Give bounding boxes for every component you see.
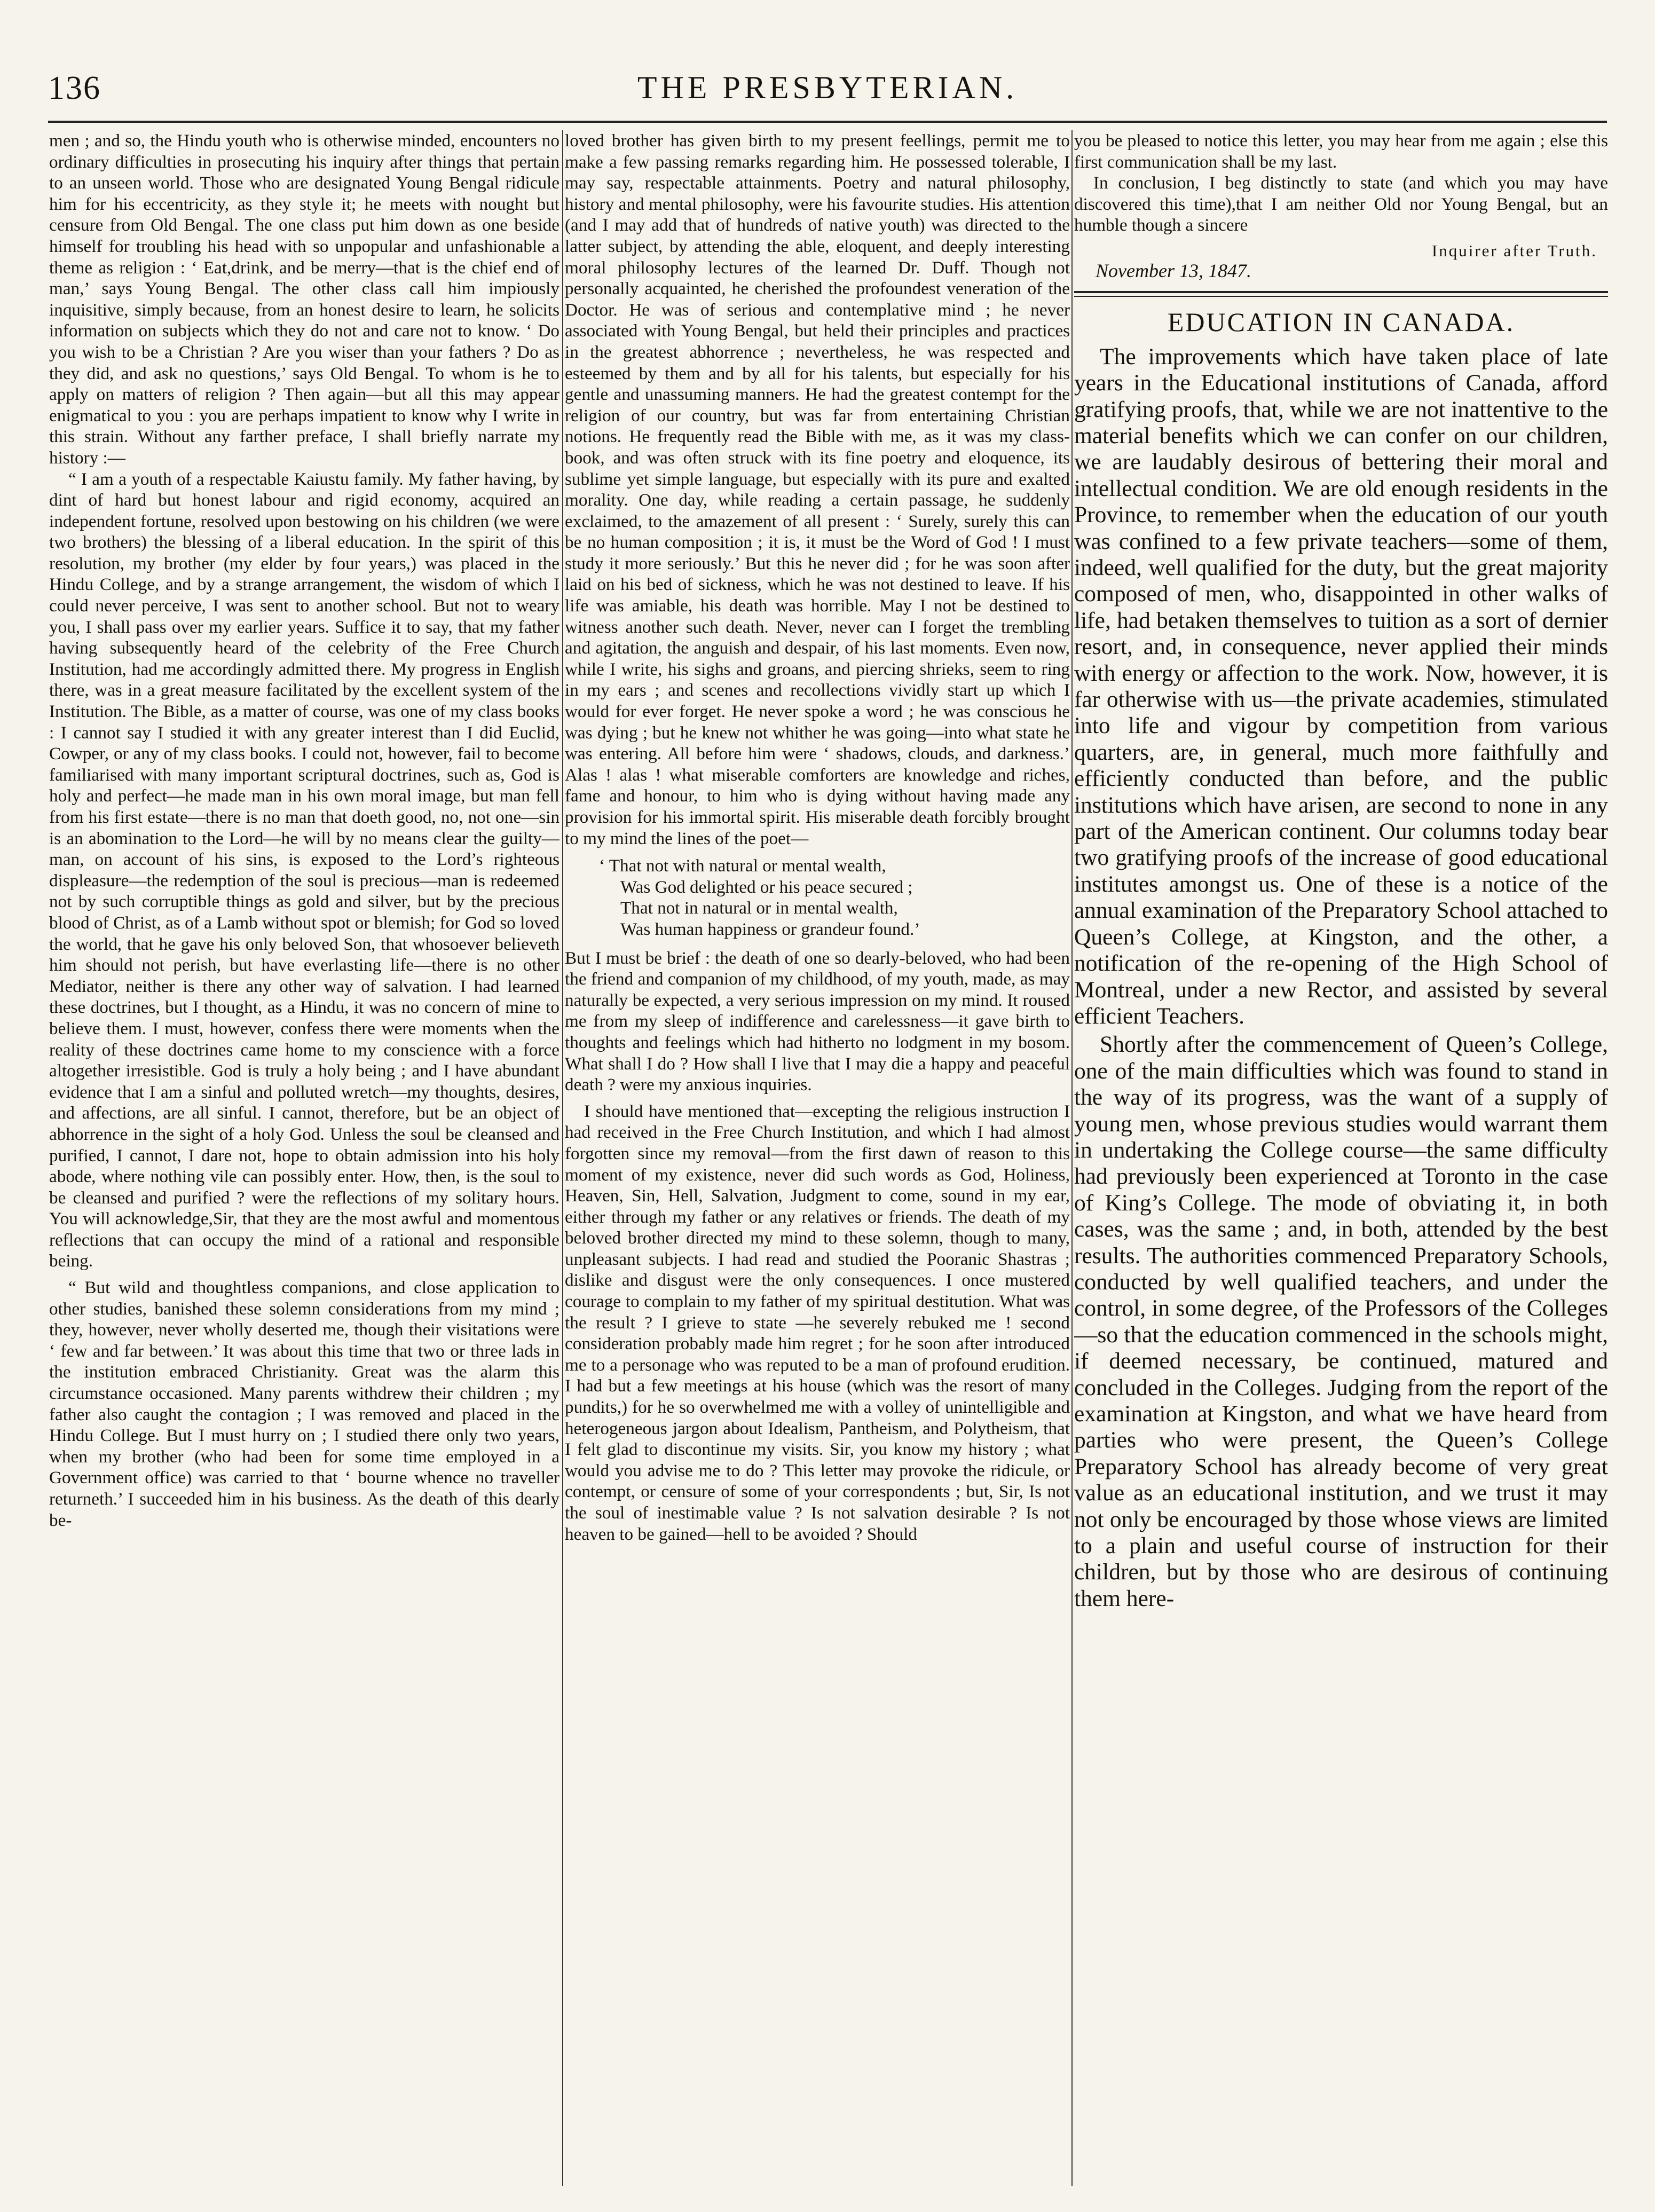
- article-body: [1074, 344, 1608, 1612]
- article-title: EDUCATION IN CANADA.: [1167, 307, 1515, 337]
- article-paragraph: Shortly after the commencement of Queen’s College, one of the main difficulties which was found to stand in the way of its progress, was the want of a supply of young men, whose previous studies would warrant them in undertaking the College course—the same difficulty had previously been experienced at Toronto in the case of King’s College. The mode of obviating it, in both cases, was the same ; and, in both, attended by the best results. The authorities commenced Preparatory Schools, conducted by well qualified teachers, and under the control, in some degree, of the Professors of the Colleges—so that the education commenced in the schools might, if deemed necessary, be continued, matured and concluded in the Colleges. Judging from the report of the examination at Kingston, and what we have heard from parties who were present, the Queen’s College Preparatory School has already become of very great value as an educational institution, and we trust it may not only be encouraged by those whose views are limited to a plain and useful course of instruction for their children, but by those who are desirous of continuing them here-: [1074, 1032, 1608, 1611]
- letter-paragraph: I should have mentioned that—excepting the religious instruction I had received in the Free Church Institution, and which I had almost forgotten since my removal—from the first dawn of reason to this moment of my existence, never did such words as God, Holiness, Heaven, Sin, Hell, Salvation, Judgment to come, sound in my ear, either through my father or any relatives or friends. The death of my beloved brother directed my mind to these solemn, though to many, unpleasant subjects. I had read and studied the Pooranic Shastras ; dislike and disgust were the only consequences. I once mustered courage to complain to my father of my spiritual destitution. What was the result ? I grieve to state —he severely rebuked me ! second consideration probably made him regret ; for he soon after introduced me to a personage who was reputed to be a man of profound erudition. I had but a few meetings at his house (which was the resort of many pundits,) for he so overwhelmed me with a volley of unintelligible and heterogeneous jargon about Idealism, Pantheism, and Polytheism, that I felt glad to discontinue my visits. Sir, you know my history ; what would you advise me to do ? This letter may provoke the ridicule, or contempt, or censure of some of your correspondents ; but, Sir, Is not the soul of inestimable value ? Is not salvation desirable ? Is not heaven to be gained—hell to be avoided ? Should: [565, 1101, 1070, 1544]
- letter-signature: Inquirer after Truth.: [1431, 241, 1597, 260]
- letter-paragraph: “ I am a youth of a respectable Kaiustu family. My father having, by dint of hard but honest labour and rigid economy, acquired an independent fortune, resolved upon bestowing on his children (we were two brothers) the blessing of a liberal education. In the spirit of this resolution, my brother (my elder by four years,) was placed in the Hindu College, and by a strange arrangement, the wisdom of which I could never perceive, I was sent to another school. But not to weary you, I shall pass over my earlier years. Suffice it to say, that my father having subsequently heard of the celebrity of the Free Church Institution, had me accordingly admitted there. My progress in English there, was in a great measure facilitated by the excellent system of the Institution. The Bible, as a matter of course, was one of my class books : I cannot say I studied it with any greater interest than I did Euclid, Cowper, or any of my class books. I could not, however, fail to become familiarised with many important scriptural doctrines, such as, God is holy and perfect—he made man in his own moral image, but man fell from his first estate—there is no man that doeth good, no, not one—sin is an abomination to the Lord—he will by no means clear the guilty—man, on account of his sins, is exposed to the Lord’s righteous displeasure—the redemption of the soul is precious—man is redeemed not by such corruptible things as gold and silver, but by the precious blood of Christ, as of a Lamb without spot or blemish; for God so loved the world, that he gave his only beloved Son, that whosoever believeth him should not perish, but have everlasting life—there is no other Mediator, neither is there any other way of salvation. I had learned these doctrines, but I thought, as a Hindu, it was no concern of mine to believe them. I must, however, confess there were moments when the reality of these doctrines came home to my conscience with a force altogether irresistible. God is truly a holy being ; and I have abundant evidence that I am a sinful and polluted wretch—my thoughts, desires, and affections, are all sinful. I cannot, therefore, but be an object of abhorrence in the sight of a holy God. Unless the soul be cleansed and purified, I cannot, I dare not, hope to obtain admission into his holy abode, where nothing vile can possibly enter. How, then, is the soul to be cleansed and purified ? were the reflections of my solitary hours. You will acknowledge,Sir, that they are the most awful and momentous reflections that can occupy the mind of a rational and responsible being.: [49, 469, 559, 1271]
- letter-paragraph: But I must be brief : the death of one so dearly-beloved, who had been the friend and companion of my childhood, of my youth, made, as may naturally be expected, a very serious impression on my mind. It roused me from my sleep of indifference and carelessness—it gave birth to thoughts and feelings which had hitherto no lodgment in my bosom. What shall I do ? How shall I live that I may die a happy and peaceful death ? were my anxious inquiries.: [565, 948, 1070, 1095]
- header-rule: [48, 121, 1607, 123]
- running-title: THE PRESBYTERIAN.: [637, 70, 1018, 105]
- column-3: [1074, 130, 1608, 2191]
- poem-quote: [599, 855, 1070, 940]
- letter-paragraph: “ But wild and thoughtless companions, and close application to other studies, banished these solemn considerations from my mind ; they, however, never wholly deserted me, though their visitations were ‘ few and far between.’ It was about this time that two or three lads in the institution embraced Christianity. Great was the alarm this circumstance occasioned. Many parents withdrew their children ; my father also caught the contagion ; I was removed and placed in the Hindu College. But I must hurry on ; I studied there only two years, when my brother (who had been for some time employed in a Government office) was carried to that ‘ bourne whence no traveller returneth.’ I succeeded him in his business. As the death of this dearly be-: [49, 1278, 559, 1530]
- poem-line: Was human happiness or grandeur found.’: [620, 919, 920, 939]
- page-number: 136: [48, 70, 101, 106]
- article-paragraph: The improvements which have taken place of late years in the Educational institutions of Canada, afford gratifying proofs, that, while we are not inattentive to the material benefits which we can confer on our children, we are laudably desirous of bettering their moral and intellectual condition. We are old enough residents in the Province, to remember when the education of our youth was confined to a few private teachers—some of them, indeed, well qualified for the duty, but the great majority composed of men, who, disappointed in other walks of life, had betaken themselves to tuition as a sort of dernier resort, and, in consequence, never applied their minds with energy or affection to the work. Now, however, it is far otherwise with us—the private academies, stimulated into life and vigour by competition from various quarters, are, in general, much more faithfully and efficiently conducted than before, and the public institutions which have arisen, are second to none in any part of the American continent. Our columns today bear two gratifying proofs of the increase of good educational institutes amongst us. One of these is a notice of the annual examination of the Preparatory School attached to Queen’s College, at Kingston, and the other, a notification of the re-opening of the High School of Montreal, under a new Rector, and assisted by several efficient Teachers.: [1074, 343, 1608, 1029]
- section-rule: [1074, 291, 1608, 297]
- letter-paragraph: In conclusion, I beg distinctly to state (and which you may have discovered this time),that I am neither Old nor Young Bengal, but an humble though a sincere: [1074, 173, 1608, 235]
- letter-paragraph: you be pleased to notice this letter, you may hear from me again ; else this first communication shall be my last.: [1074, 131, 1608, 172]
- poem-line: Was God delighted or his peace secured ;: [620, 877, 913, 897]
- column-1: [49, 130, 559, 2191]
- column-divider: [562, 130, 563, 2186]
- column-divider: [1071, 130, 1073, 2186]
- poem-line: That not in natural or in mental wealth,: [620, 898, 898, 918]
- letter-paragraph: loved brother has given birth to my present feellings, permit me to make a few passing remarks regarding him. He possessed tolerable, I may say, respectable attainments. Poetry and natural philosophy, history and mental philosophy, were his favourite studies. His attention (and I may add that of hundreds of native youth) was directed to the latter subject, by attending the able, eloquent, and deeply interesting moral philosophy lectures of the learned Dr. Duff. Though not personally acquainted, he cherished the profoundest veneration of the Doctor. He was of serious and contemplative mind ; he never associated with Young Bengal, but held their principles and practices in the greatest abhorrence ; nevertheless, he was respected and esteemed by them and by all for his talents, but especially for his gentle and unassuming manners. He had the greatest contempt for the religion of our country, but was far from entertaining Christian notions. He frequently read the Bible with me, as it was my class-book, and was often struck with its fine poetry and eloquence, its sublime yet simple language, but especially with its pure and exalted morality. One day, while reading a certain passage, he suddenly exclaimed, to the amazement of all present : ‘ Surely, surely this can be no human composition ; it is, it must be the Word of God ! I must study it more seriously.’ But this he never did ; for he was soon after laid on his bed of sickness, which he was not destined to leave. If his life was amiable, his death was horrible. May I not be destined to witness another such death. Never, never can I forget the trembling and agitation, the anguish and despair, of his last moments. Even now, while I write, his sighs and groans, and piercing shrieks, seem to ring in my ears ; and scenes and recollections vividly start up which I would for ever forget. He never spoke a word ; he was conscious he was dying ; but he knew not whither he was going—into what state he was entering. All before him were ‘ shadows, clouds, and darkness.’ Alas ! alas ! what miserable comforters are knowledge and riches, fame and honour, to him who is dying without having made any provision for his immortal spirit. His miserable death forcibly brought to my mind the lines of the poet—: [565, 131, 1070, 848]
- letter-paragraph: men ; and so, the Hindu youth who is otherwise minded, encounters no ordinary difficulties in prosecuting his inquiry after things that pertain to an unseen world. Those who are designated Young Bengal ridicule him for his eccentricity, as they style it; he meets with nought but censure from Old Bengal. The one class put him down as one beside himself for troubling his head with so unpopular and unfashionable a theme as religion : ‘ Eat,drink, and be merry—that is the chief end of man,’ says Young Bengal. The other class call him impiously inquisitive, simply because, from an honest desire to learn, he solicits information on subjects which they do not and care not to know. ‘ Do you wish to be a Christian ? Are you wiser than your fathers ? Do as they did, and ask no questions,’ says Old Bengal. To whom is he to apply on matters of religion ? Then again—but all this may appear enigmatical to you : you are perhaps impatient to know why I write in this strain. Without any farther preface, I shall briefly narrate my history :—: [49, 131, 559, 468]
- letter-date: November 13, 1847.: [1096, 259, 1251, 281]
- page-header: [48, 69, 1607, 117]
- poem-line: ‘ That not with natural or mental wealth,: [599, 856, 886, 876]
- column-2: [565, 130, 1070, 2191]
